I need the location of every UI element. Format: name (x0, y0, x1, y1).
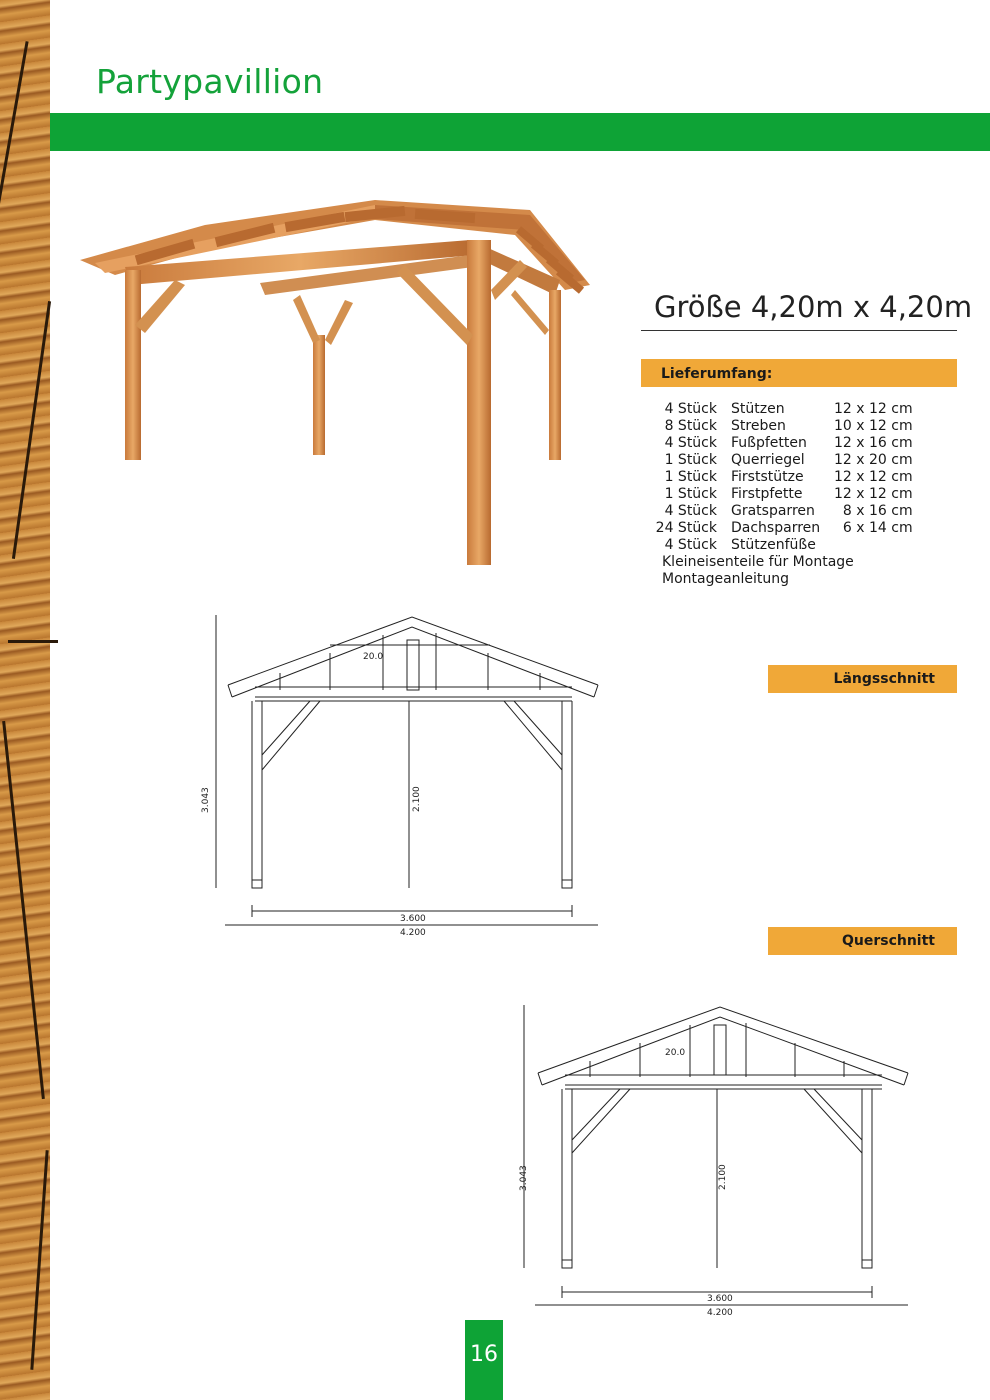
part-dim: 8 x 16 cm (842, 503, 913, 519)
part-dim: 12 x 20 cm (834, 452, 913, 468)
part-dim: 10 x 12 cm (834, 418, 913, 434)
parts-list (655, 401, 913, 554)
parts-row (655, 486, 913, 503)
pavilion-illustration (75, 195, 615, 575)
parts-row (655, 469, 913, 486)
cross-height-post: 2.100 (718, 1164, 728, 1190)
part-name: Stützenfüße (731, 537, 816, 553)
wood-texture-strip (0, 0, 50, 1400)
cross-width-total: 4.200 (707, 1308, 733, 1318)
part-qty: 8 Stück (664, 418, 717, 434)
part-dim: 12 x 16 cm (834, 435, 913, 451)
part-name: Firststütze (731, 469, 804, 485)
part-name: Dachsparren (731, 520, 821, 536)
parts-row (655, 401, 913, 418)
part-name: Fußpfetten (731, 435, 807, 451)
page-number: 16 (465, 1320, 503, 1400)
part-name: Firstpfette (731, 486, 803, 502)
parts-row (655, 452, 913, 469)
long-height-post: 2.100 (412, 786, 422, 812)
part-name: Querriegel (731, 452, 805, 468)
parts-row (655, 503, 913, 520)
parts-row (655, 537, 913, 554)
part-qty: 4 Stück (664, 435, 717, 451)
part-name: Gratsparren (731, 503, 815, 519)
long-section-drawing (200, 605, 620, 940)
page-title: Partypavillion (96, 62, 324, 101)
section-cross-label: Querschnitt (768, 927, 957, 955)
part-qty: 1 Stück (664, 469, 717, 485)
size-heading: Größe 4,20m x 4,20m (654, 290, 973, 324)
parts-row (655, 520, 913, 537)
long-width-total: 4.200 (400, 928, 426, 938)
part-qty: 1 Stück (664, 486, 717, 502)
part-dim: 12 x 12 cm (834, 486, 913, 502)
extra-item: Montageanleitung (662, 571, 790, 587)
cross-height-total: 3.043 (519, 1165, 529, 1191)
part-dim: 12 x 12 cm (834, 401, 913, 417)
part-dim: 12 x 12 cm (834, 469, 913, 485)
delivery-label: Lieferumfang: (641, 359, 957, 387)
part-qty: 4 Stück (664, 401, 717, 417)
parts-row (655, 418, 913, 435)
part-qty: 1 Stück (664, 452, 717, 468)
size-underline (641, 330, 957, 331)
part-dim (834, 537, 913, 554)
cross-width-inner: 3.600 (707, 1294, 733, 1304)
parts-row (655, 435, 913, 452)
part-qty: 4 Stück (664, 503, 717, 519)
long-roof-angle: 20.0 (363, 652, 384, 662)
part-qty: 4 Stück (664, 537, 717, 553)
part-name: Stützen (731, 401, 785, 417)
extra-item: Kleineisenteile für Montage (662, 554, 854, 570)
part-name: Streben (731, 418, 786, 434)
part-qty: 24 Stück (655, 520, 717, 536)
part-dim: 6 x 14 cm (842, 520, 913, 536)
header-bar (50, 113, 990, 151)
long-width-inner: 3.600 (400, 914, 426, 924)
long-height-total: 3.043 (201, 787, 211, 813)
cross-roof-angle: 20.0 (665, 1048, 686, 1058)
section-long-label: Längsschnitt (768, 665, 957, 693)
cross-section-drawing (510, 995, 930, 1320)
